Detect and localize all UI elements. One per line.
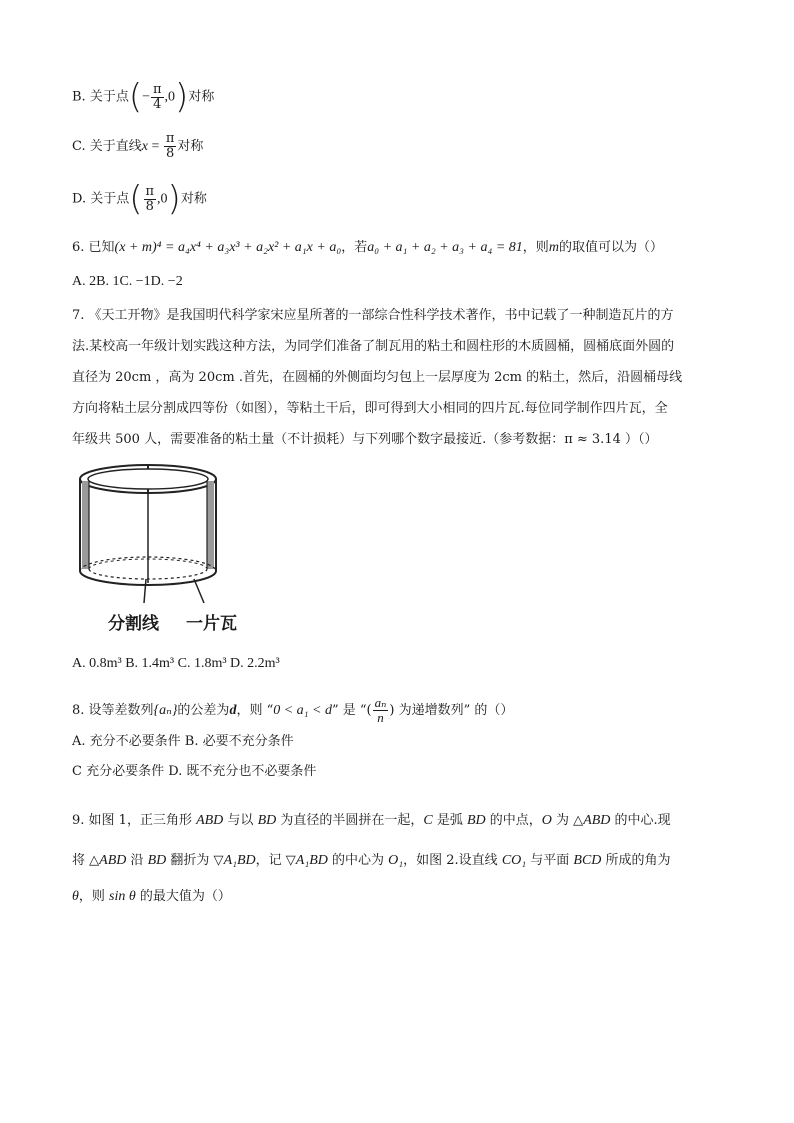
fraction: $\frac{\pi}{4}$ bbox=[153, 81, 162, 112]
fraction: $\frac{\pi}{8}$ bbox=[145, 183, 155, 214]
fraction: $\frac{\text{aₙ}}{n}$ bbox=[374, 695, 387, 725]
q5c-suffix: 对称 bbox=[177, 139, 204, 154]
q8-stem: 8. 设等差数列{aₙ}的公差为d，则 “0 < a₁ < d” 是 “( $\frac{\text{aₙ}}{n}$ ) 为递增数列” 的（） bbox=[72, 695, 514, 725]
q5c-eq: = bbox=[147, 139, 163, 154]
q9-line1: 9. 如图 1，正三角形 ABD 与以 BD 为直径的半圆拼在一起，C 是弧 BD 的中点，O 为 △ABD 的中心.现 bbox=[72, 813, 671, 828]
q5-option-c bbox=[72, 132, 203, 161]
q5d-tail: ,0 bbox=[157, 191, 168, 207]
q5b-suffix: 对称 bbox=[188, 89, 215, 105]
q8-options-ab: A. 充分不必要条件 B. 必要不充分条件 bbox=[72, 734, 294, 749]
right-paren: ) bbox=[175, 77, 189, 117]
q9-line2: 将 △ABD 沿 BD 翻折为 ▽A₁BD，记 ▽A₁BD 的中心为 O₁，如图 2.设直线 CO₁ 与平面 BCD 所成的角为 bbox=[72, 853, 671, 868]
fraction: $\frac{\pi}{8}$ bbox=[165, 131, 175, 161]
q8-sequence: {aₙ} bbox=[153, 703, 178, 718]
label-dividing-line: 分割线 bbox=[108, 614, 159, 634]
q8-condition: 0 < a₁ < d bbox=[273, 703, 332, 718]
q5d-suffix: 对称 bbox=[180, 191, 207, 207]
q5c-var: x bbox=[141, 139, 148, 154]
label-one-tile: 一片瓦 bbox=[186, 614, 237, 634]
right-paren: ) bbox=[167, 179, 181, 219]
q5b-prefix: B. 关于点 bbox=[72, 89, 129, 105]
q7-options: A. 0.8m³ B. 1.4m³ C. 1.8m³ D. 2.2m³ bbox=[72, 656, 280, 671]
q6-condition: a₀ + a₁ + a₂ + a₃ + a₄ = 81 bbox=[367, 240, 523, 255]
left-paren: ( bbox=[129, 179, 143, 219]
q6-options: A. 2B. 1C. −1D. −2 bbox=[72, 274, 183, 289]
q6-stem: 6. 已知(x + m)⁴ = a₄x⁴ + a₃x³ + a₂x² + a₁x + a₀，若a₀ + a₁ + a₂ + a₃ + a₄ = 81，则m的取值可以为（） bbox=[72, 240, 663, 255]
minus-sign: − bbox=[142, 89, 150, 105]
q5c-prefix: C. 关于直线 bbox=[72, 139, 142, 154]
cylinder-figure bbox=[76, 455, 236, 605]
q8-options-cd: C 充分必要条件 D. 既不充分也不必要条件 bbox=[72, 764, 317, 779]
q9-line3: θ，则 sin θ 的最大值为（） bbox=[72, 889, 231, 904]
q5b-tail: ,0 bbox=[164, 89, 176, 105]
q6-expression: (x + m)⁴ = a₄x⁴ + a₃x³ + a₂x² + a₁x + a₀ bbox=[114, 240, 342, 255]
q5-option-b bbox=[72, 77, 215, 117]
left-paren: ( bbox=[128, 77, 143, 117]
q7-stem: 7. 《天工开物》是我国明代科学家宋应星所著的一部综合性科学技术著作，书中记载了一种制造瓦片的方 法.某校高一年级计划实践这种方法，为同学们准备了制瓦用的粘土和圆柱形的木质圆桶，圆桶底面外圆的 直径为 20cm ，高为 20cm .首先，在圆桶的外侧面均匀包上一层厚度为 2cm 的粘土，然后，沿圆桶母线 方向将粘土层分割成四等份（如图），等粘土干后，即可得到大小相同的四片瓦.每位同学制作四片瓦，全 年级共 500 人，需要准备的粘土量（不计损耗）与下列哪个数字最接近.（参考数据：π ≈ 3.14 ）（） bbox=[72, 308, 683, 447]
q5-option-d bbox=[72, 179, 207, 219]
q5d-prefix: D. 关于点 bbox=[72, 191, 130, 207]
